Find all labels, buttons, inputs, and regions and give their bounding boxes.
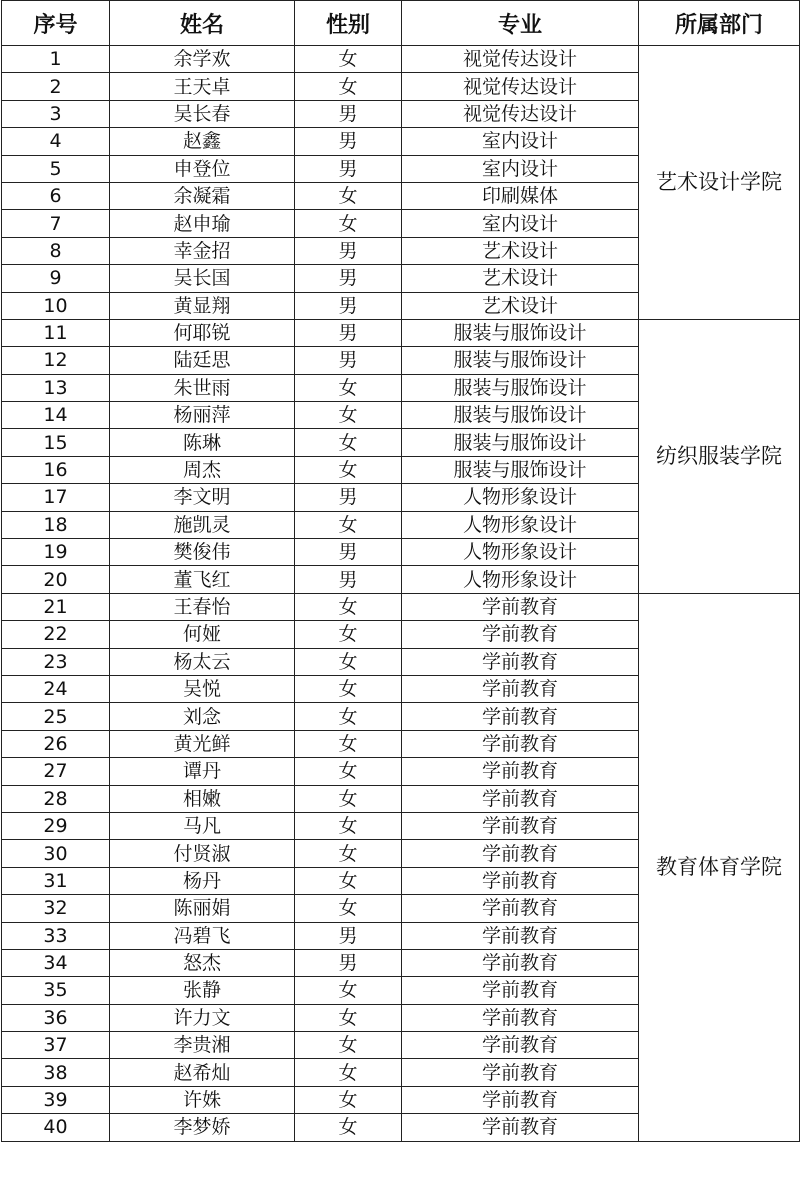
cell-major: 学前教育 — [402, 1059, 639, 1086]
cell-gender: 男 — [295, 155, 402, 182]
cell-name: 吴悦 — [110, 675, 295, 702]
header-name: 姓名 — [110, 1, 295, 46]
header-serial-number: 序号 — [2, 1, 110, 46]
cell-gender: 女 — [295, 210, 402, 237]
cell-major: 印刷媒体 — [402, 182, 639, 209]
cell-serial-number: 17 — [2, 484, 110, 511]
cell-gender: 女 — [295, 812, 402, 839]
cell-name: 陈琳 — [110, 429, 295, 456]
cell-gender: 男 — [295, 100, 402, 127]
cell-gender: 女 — [295, 621, 402, 648]
cell-gender: 女 — [295, 1086, 402, 1113]
cell-name: 相嫩 — [110, 785, 295, 812]
cell-major: 服装与服饰设计 — [402, 347, 639, 374]
cell-gender: 女 — [295, 1004, 402, 1031]
cell-serial-number: 37 — [2, 1032, 110, 1059]
cell-name: 刘念 — [110, 703, 295, 730]
cell-major: 艺术设计 — [402, 237, 639, 264]
cell-major: 服装与服饰设计 — [402, 319, 639, 346]
cell-gender: 女 — [295, 593, 402, 620]
cell-serial-number: 35 — [2, 977, 110, 1004]
cell-serial-number: 36 — [2, 1004, 110, 1031]
cell-major: 学前教育 — [402, 949, 639, 976]
cell-name: 余凝霜 — [110, 182, 295, 209]
cell-gender: 男 — [295, 484, 402, 511]
cell-gender: 女 — [295, 1059, 402, 1086]
cell-gender: 男 — [295, 566, 402, 593]
cell-major: 学前教育 — [402, 703, 639, 730]
cell-gender: 女 — [295, 730, 402, 757]
cell-gender: 女 — [295, 1114, 402, 1141]
cell-gender: 男 — [295, 292, 402, 319]
cell-serial-number: 1 — [2, 46, 110, 73]
cell-major: 学前教育 — [402, 675, 639, 702]
cell-name: 董飞红 — [110, 566, 295, 593]
cell-name: 马凡 — [110, 812, 295, 839]
cell-serial-number: 28 — [2, 785, 110, 812]
cell-name: 谭丹 — [110, 758, 295, 785]
cell-major: 学前教育 — [402, 593, 639, 620]
header-gender: 性别 — [295, 1, 402, 46]
cell-name: 周杰 — [110, 456, 295, 483]
cell-serial-number: 12 — [2, 347, 110, 374]
cell-serial-number: 38 — [2, 1059, 110, 1086]
cell-gender: 女 — [295, 511, 402, 538]
cell-name: 王春怡 — [110, 593, 295, 620]
cell-name: 吴长春 — [110, 100, 295, 127]
cell-serial-number: 10 — [2, 292, 110, 319]
cell-serial-number: 15 — [2, 429, 110, 456]
cell-name: 陈丽娟 — [110, 895, 295, 922]
cell-gender: 男 — [295, 265, 402, 292]
cell-gender: 男 — [295, 347, 402, 374]
cell-major: 艺术设计 — [402, 265, 639, 292]
cell-serial-number: 24 — [2, 675, 110, 702]
cell-gender: 女 — [295, 402, 402, 429]
cell-name: 赵申瑜 — [110, 210, 295, 237]
cell-name: 朱世雨 — [110, 374, 295, 401]
cell-name: 施凯灵 — [110, 511, 295, 538]
cell-gender: 女 — [295, 648, 402, 675]
cell-gender: 女 — [295, 73, 402, 100]
cell-name: 怒杰 — [110, 949, 295, 976]
cell-major: 人物形象设计 — [402, 511, 639, 538]
cell-gender: 男 — [295, 949, 402, 976]
cell-major: 服装与服饰设计 — [402, 374, 639, 401]
cell-major: 学前教育 — [402, 1032, 639, 1059]
cell-name: 何耶锐 — [110, 319, 295, 346]
cell-major: 学前教育 — [402, 922, 639, 949]
header-major: 专业 — [402, 1, 639, 46]
cell-serial-number: 4 — [2, 128, 110, 155]
cell-major: 服装与服饰设计 — [402, 456, 639, 483]
cell-name: 申登位 — [110, 155, 295, 182]
cell-serial-number: 19 — [2, 539, 110, 566]
cell-major: 学前教育 — [402, 785, 639, 812]
cell-serial-number: 33 — [2, 922, 110, 949]
cell-serial-number: 20 — [2, 566, 110, 593]
cell-serial-number: 23 — [2, 648, 110, 675]
cell-serial-number: 32 — [2, 895, 110, 922]
cell-serial-number: 22 — [2, 621, 110, 648]
cell-serial-number: 7 — [2, 210, 110, 237]
cell-serial-number: 27 — [2, 758, 110, 785]
cell-gender: 女 — [295, 977, 402, 1004]
cell-gender: 女 — [295, 675, 402, 702]
cell-serial-number: 9 — [2, 265, 110, 292]
cell-name: 杨太云 — [110, 648, 295, 675]
cell-major: 学前教育 — [402, 840, 639, 867]
cell-serial-number: 16 — [2, 456, 110, 483]
cell-serial-number: 25 — [2, 703, 110, 730]
cell-name: 许力文 — [110, 1004, 295, 1031]
cell-name: 李梦娇 — [110, 1114, 295, 1141]
cell-major: 学前教育 — [402, 648, 639, 675]
cell-major: 人物形象设计 — [402, 484, 639, 511]
cell-name: 何娅 — [110, 621, 295, 648]
header-department: 所属部门 — [639, 1, 800, 46]
cell-name: 黄光鲜 — [110, 730, 295, 757]
cell-gender: 女 — [295, 895, 402, 922]
cell-gender: 女 — [295, 867, 402, 894]
cell-serial-number: 30 — [2, 840, 110, 867]
cell-major: 学前教育 — [402, 1004, 639, 1031]
cell-serial-number: 14 — [2, 402, 110, 429]
cell-serial-number: 13 — [2, 374, 110, 401]
cell-gender: 女 — [295, 429, 402, 456]
cell-major: 室内设计 — [402, 128, 639, 155]
cell-gender: 女 — [295, 840, 402, 867]
cell-major: 室内设计 — [402, 210, 639, 237]
table-row — [2, 593, 800, 620]
cell-name: 王天卓 — [110, 73, 295, 100]
cell-department: 教育体育学院 — [639, 593, 800, 1141]
cell-major: 学前教育 — [402, 621, 639, 648]
cell-gender: 男 — [295, 128, 402, 155]
cell-major: 视觉传达设计 — [402, 100, 639, 127]
cell-gender: 女 — [295, 703, 402, 730]
cell-major: 服装与服饰设计 — [402, 429, 639, 456]
cell-name: 杨丽萍 — [110, 402, 295, 429]
cell-serial-number: 34 — [2, 949, 110, 976]
cell-major: 视觉传达设计 — [402, 73, 639, 100]
cell-major: 人物形象设计 — [402, 539, 639, 566]
cell-major: 学前教育 — [402, 867, 639, 894]
cell-major: 学前教育 — [402, 1086, 639, 1113]
cell-major: 学前教育 — [402, 812, 639, 839]
cell-name: 陆廷思 — [110, 347, 295, 374]
cell-name: 吴长国 — [110, 265, 295, 292]
cell-serial-number: 6 — [2, 182, 110, 209]
cell-gender: 女 — [295, 456, 402, 483]
cell-major: 艺术设计 — [402, 292, 639, 319]
cell-serial-number: 31 — [2, 867, 110, 894]
cell-name: 杨丹 — [110, 867, 295, 894]
cell-name: 张静 — [110, 977, 295, 1004]
cell-gender: 女 — [295, 46, 402, 73]
cell-major: 人物形象设计 — [402, 566, 639, 593]
cell-serial-number: 5 — [2, 155, 110, 182]
cell-name: 幸金招 — [110, 237, 295, 264]
table-row — [2, 46, 800, 73]
cell-major: 学前教育 — [402, 730, 639, 757]
student-roster-table — [1, 0, 800, 1142]
cell-name: 余学欢 — [110, 46, 295, 73]
cell-gender: 女 — [295, 1032, 402, 1059]
cell-gender: 男 — [295, 539, 402, 566]
cell-name: 赵希灿 — [110, 1059, 295, 1086]
cell-name: 许姝 — [110, 1086, 295, 1113]
cell-name: 黄显翔 — [110, 292, 295, 319]
cell-gender: 女 — [295, 785, 402, 812]
cell-name: 李文明 — [110, 484, 295, 511]
cell-name: 李贵湘 — [110, 1032, 295, 1059]
cell-major: 学前教育 — [402, 758, 639, 785]
cell-serial-number: 2 — [2, 73, 110, 100]
cell-major: 学前教育 — [402, 977, 639, 1004]
cell-name: 樊俊伟 — [110, 539, 295, 566]
cell-serial-number: 8 — [2, 237, 110, 264]
cell-serial-number: 39 — [2, 1086, 110, 1113]
cell-serial-number: 21 — [2, 593, 110, 620]
cell-serial-number: 18 — [2, 511, 110, 538]
cell-serial-number: 26 — [2, 730, 110, 757]
table-body — [2, 46, 800, 1142]
cell-gender: 女 — [295, 374, 402, 401]
cell-name: 冯碧飞 — [110, 922, 295, 949]
cell-gender: 男 — [295, 922, 402, 949]
cell-major: 学前教育 — [402, 895, 639, 922]
cell-gender: 女 — [295, 182, 402, 209]
cell-name: 付贤淑 — [110, 840, 295, 867]
cell-name: 赵鑫 — [110, 128, 295, 155]
cell-gender: 女 — [295, 758, 402, 785]
cell-major: 学前教育 — [402, 1114, 639, 1141]
cell-serial-number: 11 — [2, 319, 110, 346]
cell-department: 艺术设计学院 — [639, 46, 800, 320]
cell-gender: 男 — [295, 319, 402, 346]
cell-major: 服装与服饰设计 — [402, 402, 639, 429]
cell-department: 纺织服装学院 — [639, 319, 800, 593]
cell-major: 视觉传达设计 — [402, 46, 639, 73]
table-header-row — [2, 1, 800, 46]
cell-serial-number: 29 — [2, 812, 110, 839]
cell-gender: 男 — [295, 237, 402, 264]
cell-major: 室内设计 — [402, 155, 639, 182]
cell-serial-number: 40 — [2, 1114, 110, 1141]
table-row — [2, 319, 800, 346]
cell-serial-number: 3 — [2, 100, 110, 127]
